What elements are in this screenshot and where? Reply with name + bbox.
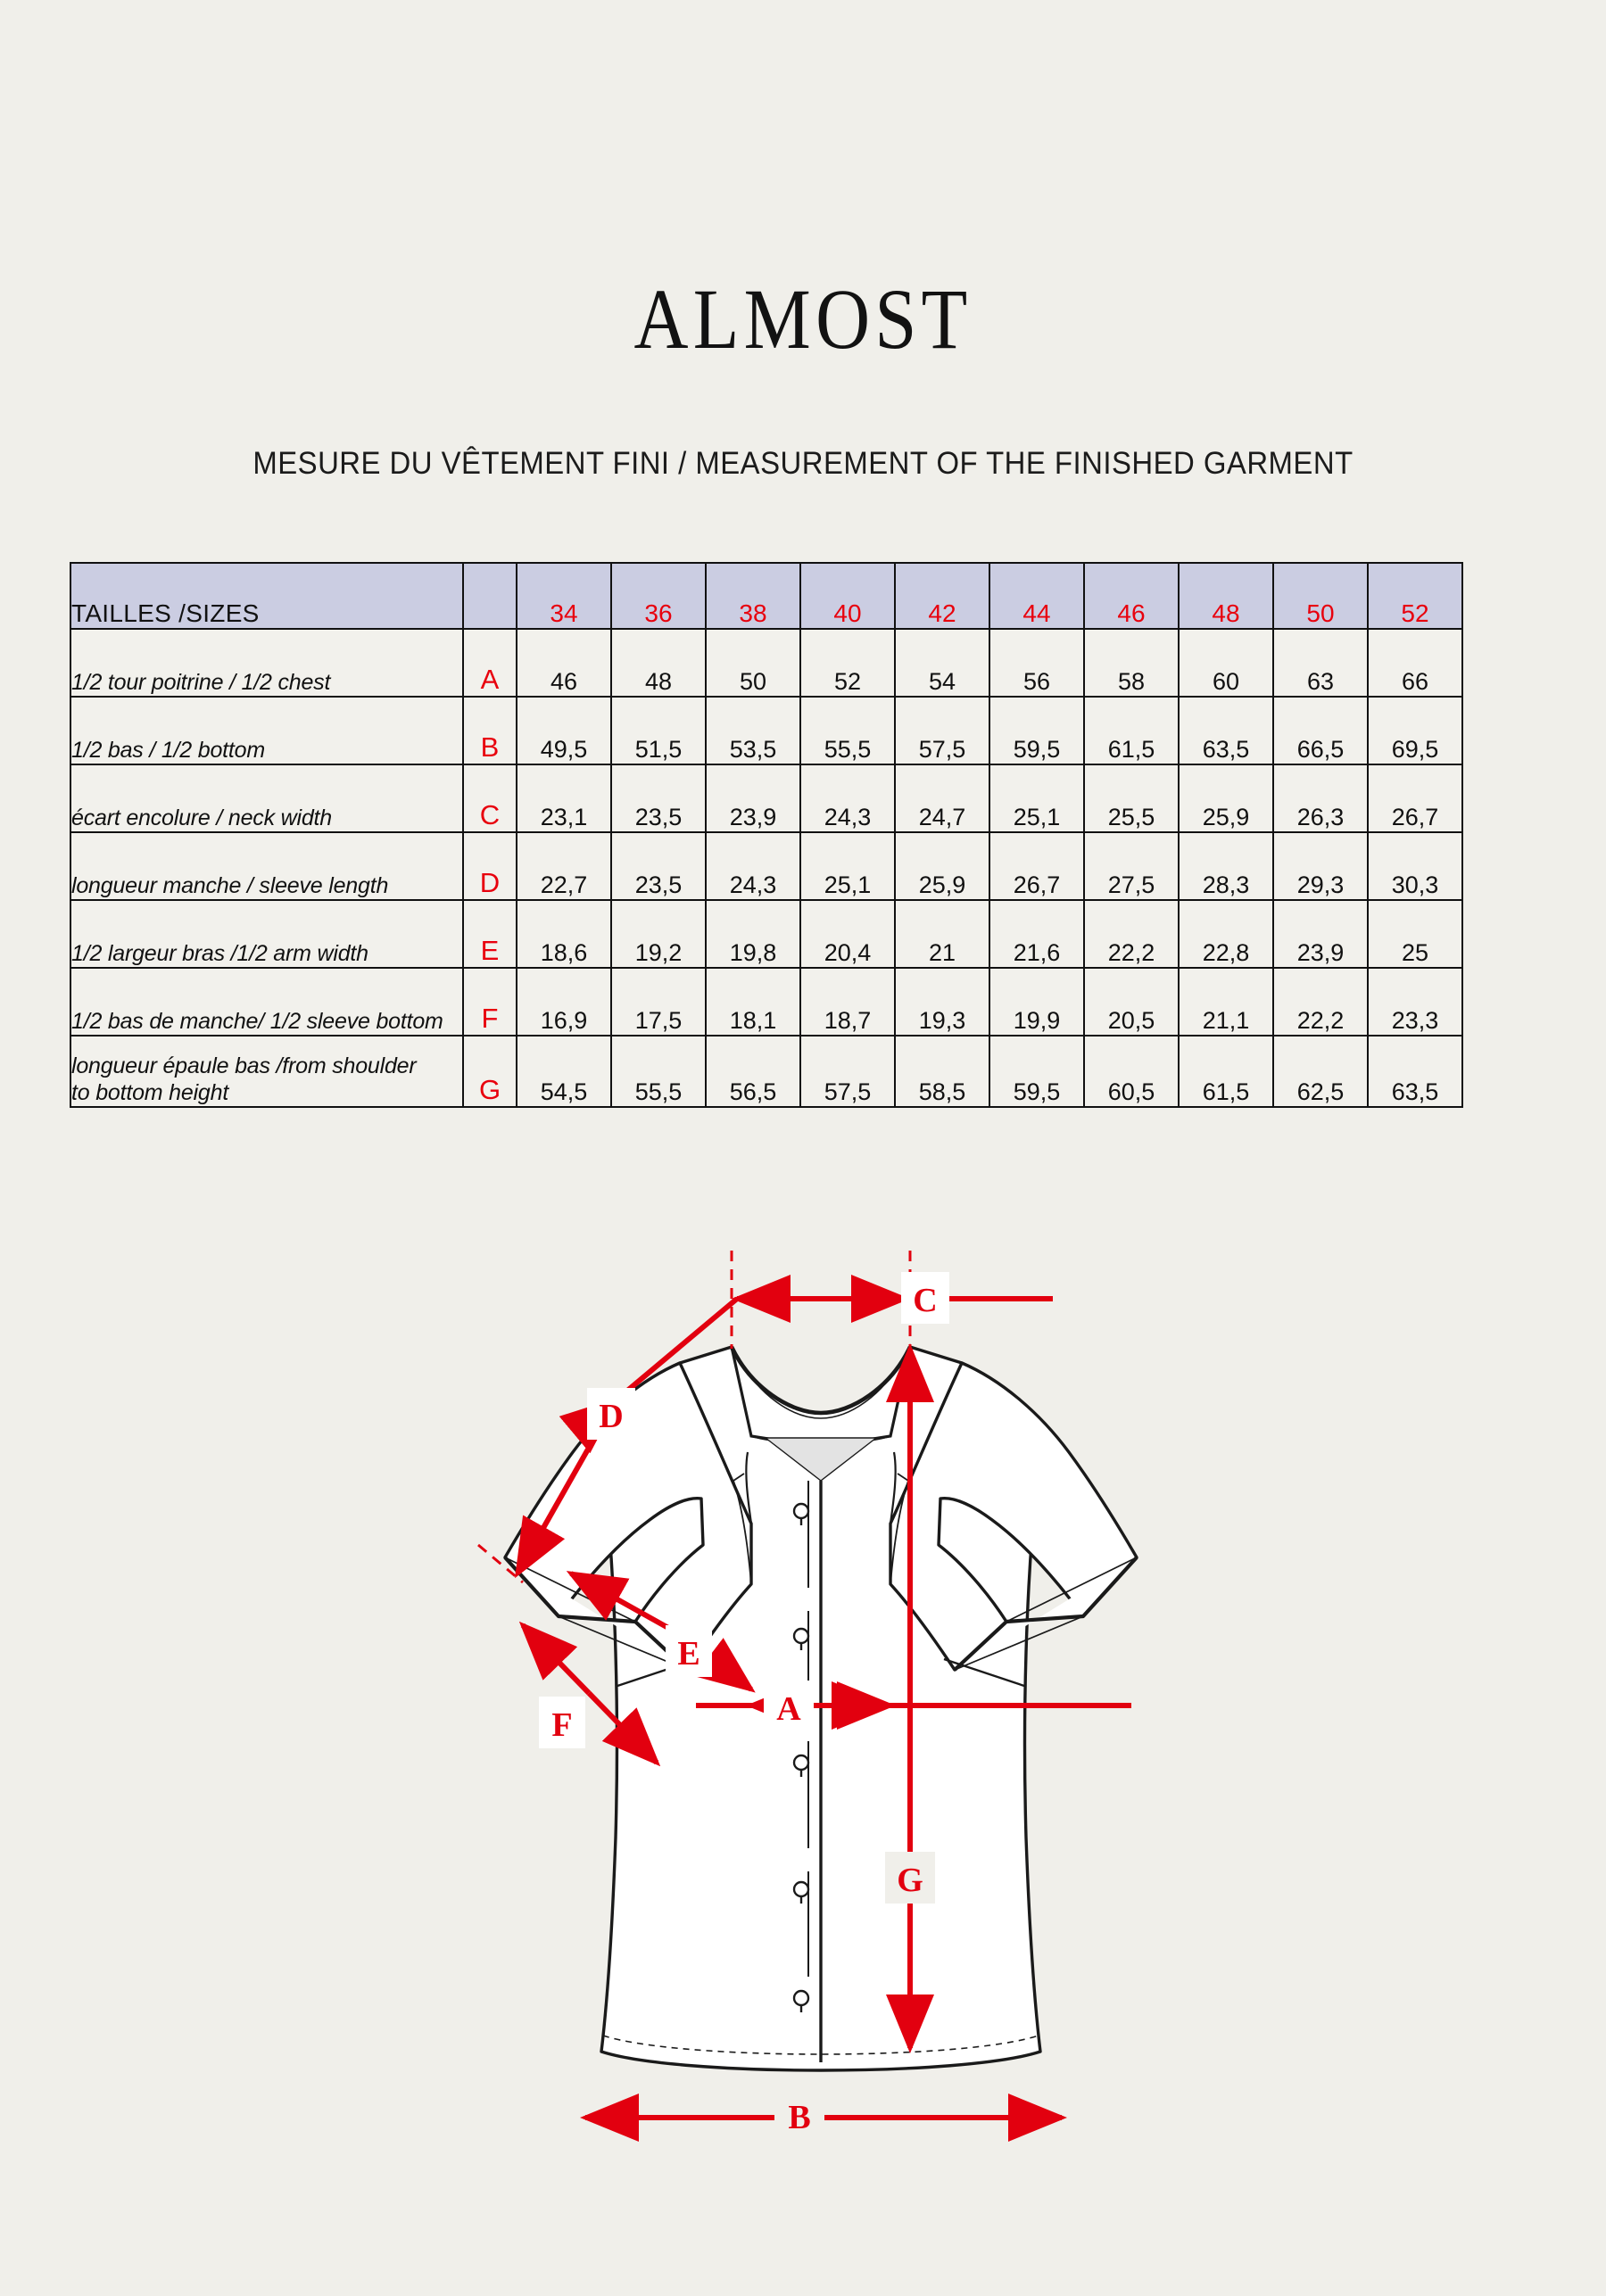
cell-d-40: 25,1 [800,832,895,900]
cell-b-34: 49,5 [517,697,611,764]
cell-a-46: 58 [1084,629,1179,697]
table-header [70,563,1462,629]
cell-b-40: 55,5 [800,697,895,764]
cell-d-52: 30,3 [1368,832,1462,900]
table-row [70,900,1462,968]
table-row [70,697,1462,764]
cell-f-50: 22,2 [1273,968,1368,1036]
cell-a-40: 52 [800,629,895,697]
cell-b-44: 59,5 [989,697,1084,764]
cell-c-42: 24,7 [895,764,989,832]
cell-c-48: 25,9 [1179,764,1273,832]
column-header-size-50: 50 [1273,563,1368,629]
row-label-f [70,968,463,1036]
row-label-e-line1: 1/2 largeur bras /1/2 arm width [71,940,368,966]
cell-b-42: 57,5 [895,697,989,764]
cell-e-40: 20,4 [800,900,895,968]
cell-f-48: 21,1 [1179,968,1273,1036]
arrow-f-upper [523,1625,589,1693]
row-label-g-line2: to bottom height [71,1079,229,1105]
cell-e-52: 25 [1368,900,1462,968]
cell-a-36: 48 [611,629,706,697]
cell-b-38: 53,5 [706,697,800,764]
column-header-size-42: 42 [895,563,989,629]
cell-f-38: 18,1 [706,968,800,1036]
cell-d-44: 26,7 [989,832,1084,900]
cell-c-38: 23,9 [706,764,800,832]
cell-a-34: 46 [517,629,611,697]
cell-a-38: 50 [706,629,800,697]
row-letter-d: D [463,832,517,900]
row-label-f-line1: 1/2 bas de manche/ 1/2 sleeve bottom [71,1008,443,1034]
row-letter-f: F [463,968,517,1036]
cell-a-44: 56 [989,629,1084,697]
cell-f-36: 17,5 [611,968,706,1036]
table-body [70,629,1462,1107]
cell-g-34: 54,5 [517,1036,611,1107]
row-label-g-line1: longueur épaule bas /from shoulder [71,1053,417,1078]
cell-g-48: 61,5 [1179,1036,1273,1107]
page-title: ALMOST [633,271,973,367]
cell-e-46: 22,2 [1084,900,1179,968]
cell-g-40: 57,5 [800,1036,895,1107]
cell-b-52: 69,5 [1368,697,1462,764]
row-letter-b: B [463,697,517,764]
cell-f-42: 19,3 [895,968,989,1036]
cell-b-48: 63,5 [1179,697,1273,764]
cell-e-44: 21,6 [989,900,1084,968]
table-row [70,629,1462,697]
size-chart-table-container [70,562,1463,1108]
cell-f-52: 23,3 [1368,968,1462,1036]
cell-g-42: 58,5 [895,1036,989,1107]
cell-g-38: 56,5 [706,1036,800,1107]
row-label-a [70,629,463,697]
column-header-size-44: 44 [989,563,1084,629]
table-header-row [70,563,1462,629]
cell-e-34: 18,6 [517,900,611,968]
column-header-size-34: 34 [517,563,611,629]
cell-g-44: 59,5 [989,1036,1084,1107]
cell-g-46: 60,5 [1084,1036,1179,1107]
cell-f-44: 19,9 [989,968,1084,1036]
column-header-letter [463,563,517,629]
column-header-size-46: 46 [1084,563,1179,629]
badge-letter-e: E [677,1635,700,1672]
cell-c-40: 24,3 [800,764,895,832]
row-label-b [70,697,463,764]
badge-letter-c: C [913,1282,938,1319]
row-letter-a: A [463,629,517,697]
cell-d-34: 22,7 [517,832,611,900]
cell-f-46: 20,5 [1084,968,1179,1036]
row-label-d [70,832,463,900]
garment-body-shape [505,1347,1137,2070]
row-label-c-line1: écart encolure / neck width [71,805,332,830]
row-label-e [70,900,463,968]
row-letter-e: E [463,900,517,968]
row-label-b-line1: 1/2 bas / 1/2 bottom [71,737,265,763]
badge-letter-d: D [599,1398,624,1435]
cell-d-38: 24,3 [706,832,800,900]
column-header-size-40: 40 [800,563,895,629]
table-row [70,832,1462,900]
row-label-g [70,1036,463,1107]
cell-a-52: 66 [1368,629,1462,697]
column-header-size-52: 52 [1368,563,1462,629]
cell-e-36: 19,2 [611,900,706,968]
badge-letter-a: A [776,1690,801,1728]
column-header-size-38: 38 [706,563,800,629]
cell-c-34: 23,1 [517,764,611,832]
badge-letter-f: F [551,1706,573,1744]
cell-b-36: 51,5 [611,697,706,764]
cell-b-50: 66,5 [1273,697,1368,764]
cell-d-36: 23,5 [611,832,706,900]
cell-c-46: 25,5 [1084,764,1179,832]
column-header-size-48: 48 [1179,563,1273,629]
cell-g-36: 55,5 [611,1036,706,1107]
cell-c-36: 23,5 [611,764,706,832]
cell-f-40: 18,7 [800,968,895,1036]
cell-c-50: 26,3 [1273,764,1368,832]
cell-d-50: 29,3 [1273,832,1368,900]
row-letter-g: G [463,1036,517,1107]
badge-letter-g: G [897,1862,923,1899]
column-header-sizes-label: TAILLES /SIZES [70,563,463,629]
cell-e-48: 22,8 [1179,900,1273,968]
cell-g-50: 62,5 [1273,1036,1368,1107]
table-row [70,1036,1462,1107]
cell-a-42: 54 [895,629,989,697]
cell-f-34: 16,9 [517,968,611,1036]
cell-a-48: 60 [1179,629,1273,697]
cell-c-44: 25,1 [989,764,1084,832]
cell-d-42: 25,9 [895,832,989,900]
table-row [70,968,1462,1036]
column-header-size-36: 36 [611,563,706,629]
cell-e-38: 19,8 [706,900,800,968]
size-chart-table [70,562,1463,1108]
cell-a-50: 63 [1273,629,1368,697]
cell-d-48: 28,3 [1179,832,1273,900]
garment-technical-drawing [348,1213,1258,2159]
badge-letter-b: B [788,2099,811,2136]
row-letter-c: C [463,764,517,832]
cell-b-46: 61,5 [1084,697,1179,764]
row-label-d-line1: longueur manche / sleeve length [71,872,389,898]
cell-e-42: 21 [895,900,989,968]
cell-d-46: 27,5 [1084,832,1179,900]
cell-c-52: 26,7 [1368,764,1462,832]
row-label-a-line1: 1/2 tour poitrine / 1/2 chest [71,669,331,695]
page-subtitle: MESURE DU VÊTEMENT FINI / MEASUREMENT OF THE FINISHED GARMENT [252,446,1354,481]
table-row [70,764,1462,832]
cell-e-50: 23,9 [1273,900,1368,968]
row-label-c [70,764,463,832]
cell-g-52: 63,5 [1368,1036,1462,1107]
